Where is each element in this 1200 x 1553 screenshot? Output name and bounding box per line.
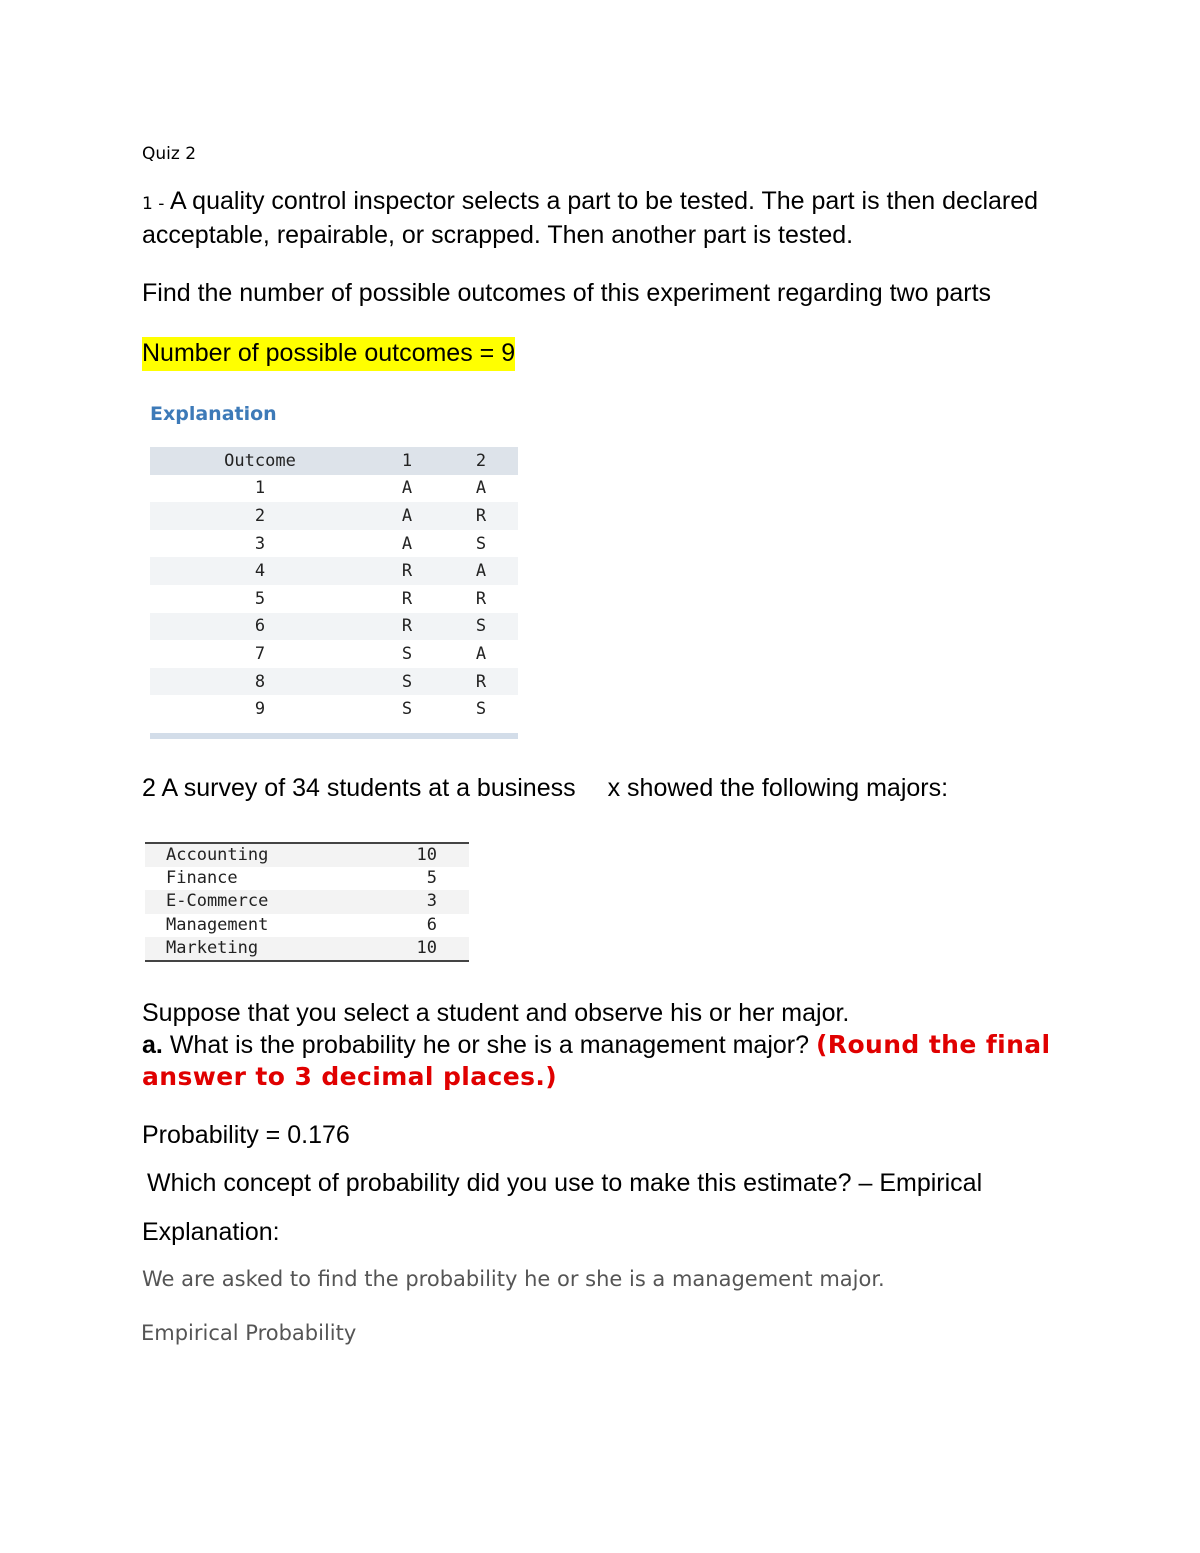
part-a-question: What is the probability he or she is a management major? — [169, 1031, 810, 1059]
explanation-text: We are asked to find the probability he or she is a management major. — [142, 1267, 885, 1291]
outcome-number: 6 — [254, 616, 266, 637]
question-1-answer — [142, 339, 515, 368]
table-row — [150, 557, 518, 585]
outcome-number: 1 — [254, 478, 266, 499]
major-name: Marketing — [166, 937, 259, 958]
major-name: Finance — [166, 868, 238, 889]
part-1-result: R — [401, 588, 413, 609]
table-row — [145, 937, 469, 961]
page-title: Quiz 2 — [142, 144, 197, 164]
part-1-result: R — [401, 616, 413, 637]
outcome-number: 8 — [254, 671, 266, 692]
question-1-body: A quality control inspector selects a part to be tested. The part is then declared acceptable, repairable, or scrapped. Then another part is tested. — [142, 187, 1039, 249]
outcome-number: 2 — [254, 505, 266, 526]
question-1-text — [142, 186, 1102, 251]
part-1-result: A — [401, 478, 413, 499]
outcome-number: 3 — [254, 533, 266, 554]
rounding-note: (Round the final answer to 3 decimal places.) — [142, 1030, 1051, 1091]
table-row — [150, 668, 518, 696]
outcome-number: 4 — [254, 561, 266, 582]
part-1-result: A — [401, 505, 413, 526]
part-2-result: R — [475, 671, 487, 692]
question-2-intro-part-2: x showed the following majors: — [607, 774, 949, 802]
table-row — [150, 585, 518, 613]
part-a-question-line — [142, 1029, 1082, 1093]
question-2-part-a — [142, 998, 1082, 1093]
outcome-table-header — [150, 447, 518, 475]
table-row — [145, 890, 469, 913]
explanation-label: Explanation: — [142, 1218, 280, 1246]
part-2-result: A — [475, 478, 487, 499]
major-count: 3 — [426, 891, 437, 912]
part-2-result: R — [475, 505, 487, 526]
probability-answer: Probability = 0.176 — [142, 1121, 350, 1149]
part-2-result: R — [475, 588, 487, 609]
outcome-header-part-1: 1 — [401, 450, 413, 471]
outcome-table — [150, 447, 518, 723]
major-name: Accounting — [166, 845, 269, 866]
answer-highlight: Number of possible outcomes = 9 — [142, 337, 515, 371]
part-2-result: S — [475, 616, 487, 637]
explanation-heading: Explanation — [150, 403, 277, 425]
outcome-header-outcome: Outcome — [224, 450, 296, 471]
outcome-number: 7 — [254, 643, 266, 664]
question-2-intro-part-1: 2 A survey of 34 students at a business — [142, 774, 576, 802]
table-row — [150, 502, 518, 530]
outcome-header-part-2: 2 — [475, 450, 487, 471]
empirical-probability-heading: Empirical Probability — [141, 1321, 357, 1345]
suppose-text: Suppose that you select a student and observe his or her major. — [142, 999, 850, 1027]
part-2-result: S — [475, 699, 487, 720]
outcome-number: 9 — [254, 699, 266, 720]
part-1-result: R — [401, 561, 413, 582]
table-footer-divider — [150, 733, 518, 739]
part-2-result: S — [475, 533, 487, 554]
question-2-intro — [142, 774, 948, 803]
major-count: 10 — [416, 937, 437, 958]
table-row — [150, 475, 518, 503]
part-1-result: S — [401, 671, 413, 692]
question-1-prompt: Find the number of possible outcomes of this experiment regarding two parts — [142, 279, 992, 307]
major-name: E-Commerce — [166, 891, 269, 912]
major-count: 10 — [416, 845, 437, 866]
table-row — [150, 530, 518, 558]
question-1-number: 1 - — [142, 194, 165, 214]
part-2-result: A — [475, 561, 487, 582]
table-row — [150, 695, 518, 723]
major-count: 6 — [426, 914, 437, 935]
table-row — [150, 613, 518, 641]
outcome-number: 5 — [254, 588, 266, 609]
table-row — [145, 914, 469, 937]
table-row — [150, 640, 518, 668]
part-2-result: A — [475, 643, 487, 664]
majors-table — [145, 842, 469, 962]
table-row — [145, 867, 469, 890]
concept-question: Which concept of probability did you use to make this estimate? – Empirical — [147, 1169, 983, 1197]
part-1-result: A — [401, 533, 413, 554]
part-a-label: a. — [142, 1031, 163, 1059]
major-count: 5 — [426, 868, 437, 889]
part-1-result: S — [401, 643, 413, 664]
part-1-result: S — [401, 699, 413, 720]
major-name: Management — [166, 914, 269, 935]
table-row — [145, 843, 469, 867]
